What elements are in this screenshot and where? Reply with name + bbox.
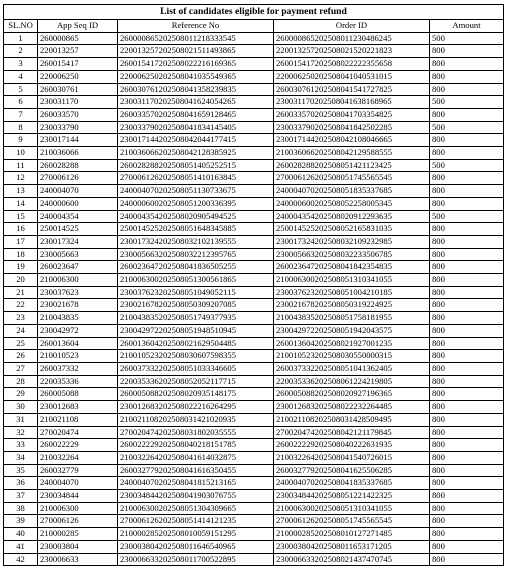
- table-row: [4, 451, 504, 464]
- cell-app-seq-id: 230031170: [38, 96, 118, 109]
- cell-app-seq-id: 230034844: [38, 490, 118, 503]
- cell-reference-no: 270006126202508051414121235: [118, 515, 274, 528]
- cell-sl-no: 39: [4, 515, 38, 528]
- cell-app-seq-id: 260013604: [38, 337, 118, 350]
- table-row: [4, 172, 504, 185]
- table-row: [4, 134, 504, 147]
- cell-sl-no: 20: [4, 274, 38, 287]
- cell-app-seq-id: 230003804: [38, 540, 118, 553]
- cell-amount: 800: [430, 299, 504, 312]
- cell-sl-no: 25: [4, 337, 38, 350]
- cell-app-seq-id: 230017324: [38, 235, 118, 248]
- cell-app-seq-id: 250014525: [38, 223, 118, 236]
- cell-sl-no: 6: [4, 96, 38, 109]
- cell-app-seq-id: 230033790: [38, 121, 118, 134]
- cell-app-seq-id: 240004070: [38, 477, 118, 490]
- cell-order-id: 230012683202508022232264485: [274, 401, 430, 414]
- table-row: [4, 312, 504, 325]
- cell-sl-no: 5: [4, 83, 38, 96]
- cell-sl-no: 13: [4, 185, 38, 198]
- cell-reference-no: 230037623202508051049052115: [118, 286, 274, 299]
- table-row: [4, 147, 504, 160]
- cell-order-id: 240004354202508020912293635: [274, 210, 430, 223]
- cell-sl-no: 30: [4, 401, 38, 414]
- cell-order-id: 230031170202508041638168965: [274, 96, 430, 109]
- cell-reference-no: 210021108202508031421020935: [118, 413, 274, 426]
- cell-amount: 800: [430, 312, 504, 325]
- cell-amount: 800: [430, 401, 504, 414]
- cell-reference-no: 230021678202508050309207085: [118, 299, 274, 312]
- cell-app-seq-id: 230005663: [38, 248, 118, 261]
- cell-app-seq-id: 230017144: [38, 134, 118, 147]
- cell-reference-no: 210036066202508042128385925: [118, 147, 274, 160]
- cell-reference-no: 260000865202508011218333545: [118, 32, 274, 45]
- cell-order-id: 240004070202508051835337685: [274, 185, 430, 198]
- cell-amount: 800: [430, 540, 504, 553]
- cell-sl-no: 3: [4, 58, 38, 71]
- cell-amount: 800: [430, 70, 504, 83]
- header-sl-no: SL.NO: [4, 20, 38, 33]
- cell-sl-no: 28: [4, 375, 38, 388]
- cell-sl-no: 9: [4, 134, 38, 147]
- cell-app-seq-id: 260005088: [38, 388, 118, 401]
- cell-amount: 800: [430, 223, 504, 236]
- cell-order-id: 230042972202508051942043575: [274, 324, 430, 337]
- cell-reference-no: 210032264202508041614032875: [118, 451, 274, 464]
- cell-app-seq-id: 230012683: [38, 401, 118, 414]
- cell-sl-no: 38: [4, 502, 38, 515]
- cell-amount: 800: [430, 502, 504, 515]
- cell-reference-no: 230042972202508051948510945: [118, 324, 274, 337]
- cell-app-seq-id: 240004070: [38, 185, 118, 198]
- cell-sl-no: 33: [4, 439, 38, 452]
- cell-amount: 800: [430, 286, 504, 299]
- table-row: [4, 96, 504, 109]
- table-row: [4, 413, 504, 426]
- cell-app-seq-id: 230042972: [38, 324, 118, 337]
- cell-amount: 800: [430, 274, 504, 287]
- cell-amount: 800: [430, 83, 504, 96]
- table-row: [4, 185, 504, 198]
- cell-amount: 800: [430, 185, 504, 198]
- cell-reference-no: 240004070202508051130733675: [118, 185, 274, 198]
- table-header-row: [4, 20, 504, 33]
- table-row: [4, 362, 504, 375]
- cell-amount: 800: [430, 337, 504, 350]
- cell-order-id: 250014525202508052165831035: [274, 223, 430, 236]
- cell-order-id: 260013604202508021927001235: [274, 337, 430, 350]
- cell-order-id: 230021678202508050319224925: [274, 299, 430, 312]
- cell-sl-no: 18: [4, 248, 38, 261]
- table-row: [4, 515, 504, 528]
- cell-sl-no: 29: [4, 388, 38, 401]
- cell-amount: 800: [430, 413, 504, 426]
- cell-order-id: 240004070202508041835337685: [274, 477, 430, 490]
- table-row: [4, 32, 504, 45]
- cell-order-id: 260033570202508041703354825: [274, 108, 430, 121]
- cell-app-seq-id: 270006126: [38, 515, 118, 528]
- cell-amount: 500: [430, 210, 504, 223]
- cell-sl-no: 4: [4, 70, 38, 83]
- cell-order-id: 270020474202508042121179845: [274, 426, 430, 439]
- cell-app-seq-id: 230006633: [38, 553, 118, 566]
- cell-sl-no: 15: [4, 210, 38, 223]
- cell-amount: 800: [430, 388, 504, 401]
- cell-sl-no: 7: [4, 108, 38, 121]
- cell-reference-no: 230017324202508032102139555: [118, 235, 274, 248]
- cell-app-seq-id: 270020474: [38, 426, 118, 439]
- cell-order-id: 210006300202508051310341055: [274, 502, 430, 515]
- cell-reference-no: 220013257202508021511493865: [118, 45, 274, 58]
- cell-reference-no: 260032779202508041616350455: [118, 464, 274, 477]
- cell-amount: 800: [430, 324, 504, 337]
- cell-reference-no: 230017144202508042044177415: [118, 134, 274, 147]
- cell-amount: 800: [430, 451, 504, 464]
- cell-sl-no: 11: [4, 159, 38, 172]
- cell-app-seq-id: 210043835: [38, 312, 118, 325]
- table-body: [4, 32, 504, 566]
- cell-app-seq-id: 260022229: [38, 439, 118, 452]
- cell-sl-no: 32: [4, 426, 38, 439]
- cell-app-seq-id: 210032264: [38, 451, 118, 464]
- cell-amount: 800: [430, 147, 504, 160]
- cell-reference-no: 210006300202508051304309665: [118, 502, 274, 515]
- table-row: [4, 223, 504, 236]
- cell-sl-no: 26: [4, 350, 38, 363]
- cell-reference-no: 230003804202508011646540965: [118, 540, 274, 553]
- table-row: [4, 324, 504, 337]
- cell-amount: 800: [430, 515, 504, 528]
- cell-order-id: 210021108202508031428509495: [274, 413, 430, 426]
- table-row: [4, 299, 504, 312]
- cell-amount: 800: [430, 261, 504, 274]
- cell-app-seq-id: 210010523: [38, 350, 118, 363]
- cell-app-seq-id: 240004354: [38, 210, 118, 223]
- cell-reference-no: 230005663202508032212395765: [118, 248, 274, 261]
- cell-amount: 800: [430, 477, 504, 490]
- cell-amount: 500: [430, 121, 504, 134]
- cell-app-seq-id: 210000285: [38, 528, 118, 541]
- cell-order-id: 260028288202508051421123425: [274, 159, 430, 172]
- cell-order-id: 220035336202508061224219805: [274, 375, 430, 388]
- cell-reference-no: 260023647202508041836505255: [118, 261, 274, 274]
- cell-amount: 800: [430, 235, 504, 248]
- cell-reference-no: 270020474202508031802035555: [118, 426, 274, 439]
- cell-sl-no: 1: [4, 32, 38, 45]
- cell-reference-no: 230006633202508011700522895: [118, 553, 274, 566]
- cell-sl-no: 24: [4, 324, 38, 337]
- table-row: [4, 261, 504, 274]
- cell-order-id: 220013257202508021520221823: [274, 45, 430, 58]
- cell-reference-no: 260028288202508051405252515: [118, 159, 274, 172]
- table-row: [4, 477, 504, 490]
- cell-amount: 500: [430, 159, 504, 172]
- cell-sl-no: 8: [4, 121, 38, 134]
- cell-reference-no: 230012683202508022216264295: [118, 401, 274, 414]
- cell-app-seq-id: 260030761: [38, 83, 118, 96]
- cell-reference-no: 220006250202508041035549365: [118, 70, 274, 83]
- table-row: [4, 490, 504, 503]
- cell-amount: 800: [430, 134, 504, 147]
- cell-app-seq-id: 260023647: [38, 261, 118, 274]
- cell-app-seq-id: 260000865: [38, 32, 118, 45]
- header-amount: Amount: [430, 20, 504, 33]
- cell-order-id: 230006633202508021437470745: [274, 553, 430, 566]
- cell-sl-no: 2: [4, 45, 38, 58]
- cell-amount: 800: [430, 375, 504, 388]
- cell-app-seq-id: 210006300: [38, 274, 118, 287]
- table-row: [4, 464, 504, 477]
- table-row: [4, 210, 504, 223]
- cell-amount: 800: [430, 45, 504, 58]
- cell-reference-no: 220035336202508052052117715: [118, 375, 274, 388]
- cell-order-id: 230005663202508032233506785: [274, 248, 430, 261]
- cell-app-seq-id: 260032779: [38, 464, 118, 477]
- table-row: [4, 248, 504, 261]
- cell-order-id: 230017324202508032109232985: [274, 235, 430, 248]
- cell-reference-no: 260033570202508041659128465: [118, 108, 274, 121]
- table-row: [4, 540, 504, 553]
- cell-amount: 800: [430, 528, 504, 541]
- table-row: [4, 108, 504, 121]
- table-row: [4, 401, 504, 414]
- cell-order-id: 210006300202508051310341055: [274, 274, 430, 287]
- cell-reference-no: 230034844202508041903076755: [118, 490, 274, 503]
- cell-amount: 800: [430, 439, 504, 452]
- table-row: [4, 337, 504, 350]
- cell-reference-no: 250014525202508051648345885: [118, 223, 274, 236]
- cell-order-id: 260032779202508041625506285: [274, 464, 430, 477]
- cell-app-seq-id: 220035336: [38, 375, 118, 388]
- cell-order-id: 210043835202508051758181955: [274, 312, 430, 325]
- table-row: [4, 197, 504, 210]
- cell-reference-no: 210006300202508051300561865: [118, 274, 274, 287]
- cell-sl-no: 36: [4, 477, 38, 490]
- cell-reference-no: 270006126202508051410163845: [118, 172, 274, 185]
- cell-amount: 800: [430, 464, 504, 477]
- cell-amount: 800: [430, 58, 504, 71]
- cell-app-seq-id: 270006126: [38, 172, 118, 185]
- cell-order-id: 210036066202508042129588555: [274, 147, 430, 160]
- cell-reference-no: 240004070202508041815213165: [118, 477, 274, 490]
- cell-reference-no: 210043835202508051749377935: [118, 312, 274, 325]
- header-order-id: Order ID: [274, 20, 430, 33]
- cell-reference-no: 210000285202508010059151295: [118, 528, 274, 541]
- cell-amount: 800: [430, 108, 504, 121]
- cell-app-seq-id: 210036066: [38, 147, 118, 160]
- cell-app-seq-id: 260037332: [38, 362, 118, 375]
- table-row: [4, 70, 504, 83]
- table-row: [4, 375, 504, 388]
- cell-reference-no: 260022229202508040218151785: [118, 439, 274, 452]
- cell-sl-no: 23: [4, 312, 38, 325]
- cell-sl-no: 21: [4, 286, 38, 299]
- cell-sl-no: 14: [4, 197, 38, 210]
- cell-amount: 800: [430, 362, 504, 375]
- cell-sl-no: 16: [4, 223, 38, 236]
- cell-order-id: 220006250202508041040531015: [274, 70, 430, 83]
- table-title: List of candidates eligible for payment refund: [4, 5, 504, 20]
- cell-reference-no: 230031170202508041624054265: [118, 96, 274, 109]
- cell-app-seq-id: 210006300: [38, 502, 118, 515]
- cell-sl-no: 19: [4, 261, 38, 274]
- cell-amount: 800: [430, 350, 504, 363]
- cell-order-id: 210032264202508041540726015: [274, 451, 430, 464]
- cell-app-seq-id: 230021678: [38, 299, 118, 312]
- cell-sl-no: 31: [4, 413, 38, 426]
- cell-order-id: 230037623202508051004210185: [274, 286, 430, 299]
- table-row: [4, 388, 504, 401]
- cell-order-id: 240000600202508052258005345: [274, 197, 430, 210]
- cell-order-id: 260000865202508011230486245: [274, 32, 430, 45]
- cell-reference-no: 260005088202508020935148175: [118, 388, 274, 401]
- cell-sl-no: 22: [4, 299, 38, 312]
- cell-order-id: 230033790202508041842502285: [274, 121, 430, 134]
- cell-order-id: 230017144202508042108046665: [274, 134, 430, 147]
- cell-reference-no: 260037332202508051033346605: [118, 362, 274, 375]
- cell-sl-no: 40: [4, 528, 38, 541]
- cell-amount: 800: [430, 553, 504, 566]
- cell-order-id: 260022229202508040222631935: [274, 439, 430, 452]
- cell-reference-no: 260015417202508022216169365: [118, 58, 274, 71]
- cell-reference-no: 210010523202508030607598355: [118, 350, 274, 363]
- cell-order-id: 260037332202508051041362405: [274, 362, 430, 375]
- cell-order-id: 230003804202508011653171205: [274, 540, 430, 553]
- cell-order-id: 260015417202508022222355658: [274, 58, 430, 71]
- cell-reference-no: 230033790202508041834145405: [118, 121, 274, 134]
- cell-order-id: 230034844202508051221422325: [274, 490, 430, 503]
- cell-order-id: 260030761202508041541727825: [274, 83, 430, 96]
- header-app-seq-id: App Seq ID: [38, 20, 118, 33]
- cell-order-id: 210010523202508030550000315: [274, 350, 430, 363]
- cell-app-seq-id: 260033570: [38, 108, 118, 121]
- table-row: [4, 83, 504, 96]
- cell-app-seq-id: 210021108: [38, 413, 118, 426]
- cell-amount: 800: [430, 490, 504, 503]
- candidates-table: [3, 4, 504, 566]
- cell-sl-no: 27: [4, 362, 38, 375]
- cell-reference-no: 260030761202508041358239835: [118, 83, 274, 96]
- cell-sl-no: 37: [4, 490, 38, 503]
- table-row: [4, 439, 504, 452]
- table-row: [4, 502, 504, 515]
- cell-app-seq-id: 260015417: [38, 58, 118, 71]
- cell-amount: 800: [430, 248, 504, 261]
- cell-sl-no: 42: [4, 553, 38, 566]
- cell-order-id: 270006126202508051745565545: [274, 515, 430, 528]
- table-row: [4, 58, 504, 71]
- cell-amount: 800: [430, 172, 504, 185]
- table-row: [4, 426, 504, 439]
- cell-reference-no: 260013604202508021629504485: [118, 337, 274, 350]
- table-row: [4, 235, 504, 248]
- table-row: [4, 528, 504, 541]
- cell-order-id: 260005088202508020927196365: [274, 388, 430, 401]
- cell-sl-no: 17: [4, 235, 38, 248]
- header-reference-no: Reference No: [118, 20, 274, 33]
- cell-amount: 500: [430, 32, 504, 45]
- cell-order-id: 270006126202508051745565545: [274, 172, 430, 185]
- table-row: [4, 45, 504, 58]
- cell-sl-no: 41: [4, 540, 38, 553]
- cell-reference-no: 240004354202508020905494525: [118, 210, 274, 223]
- cell-reference-no: 240000600202508051200336395: [118, 197, 274, 210]
- cell-sl-no: 34: [4, 451, 38, 464]
- table-row: [4, 159, 504, 172]
- table-row: [4, 286, 504, 299]
- cell-app-seq-id: 220006250: [38, 70, 118, 83]
- cell-sl-no: 12: [4, 172, 38, 185]
- table-row: [4, 553, 504, 566]
- cell-app-seq-id: 240000600: [38, 197, 118, 210]
- cell-amount: 800: [430, 426, 504, 439]
- table-row: [4, 121, 504, 134]
- cell-app-seq-id: 220013257: [38, 45, 118, 58]
- cell-app-seq-id: 230037623: [38, 286, 118, 299]
- table-row: [4, 274, 504, 287]
- cell-amount: 800: [430, 197, 504, 210]
- cell-order-id: 260023647202508041842354835: [274, 261, 430, 274]
- cell-sl-no: 10: [4, 147, 38, 160]
- cell-order-id: 210000285202508010127271485: [274, 528, 430, 541]
- table-row: [4, 350, 504, 363]
- cell-app-seq-id: 260028288: [38, 159, 118, 172]
- cell-sl-no: 35: [4, 464, 38, 477]
- cell-amount: 500: [430, 96, 504, 109]
